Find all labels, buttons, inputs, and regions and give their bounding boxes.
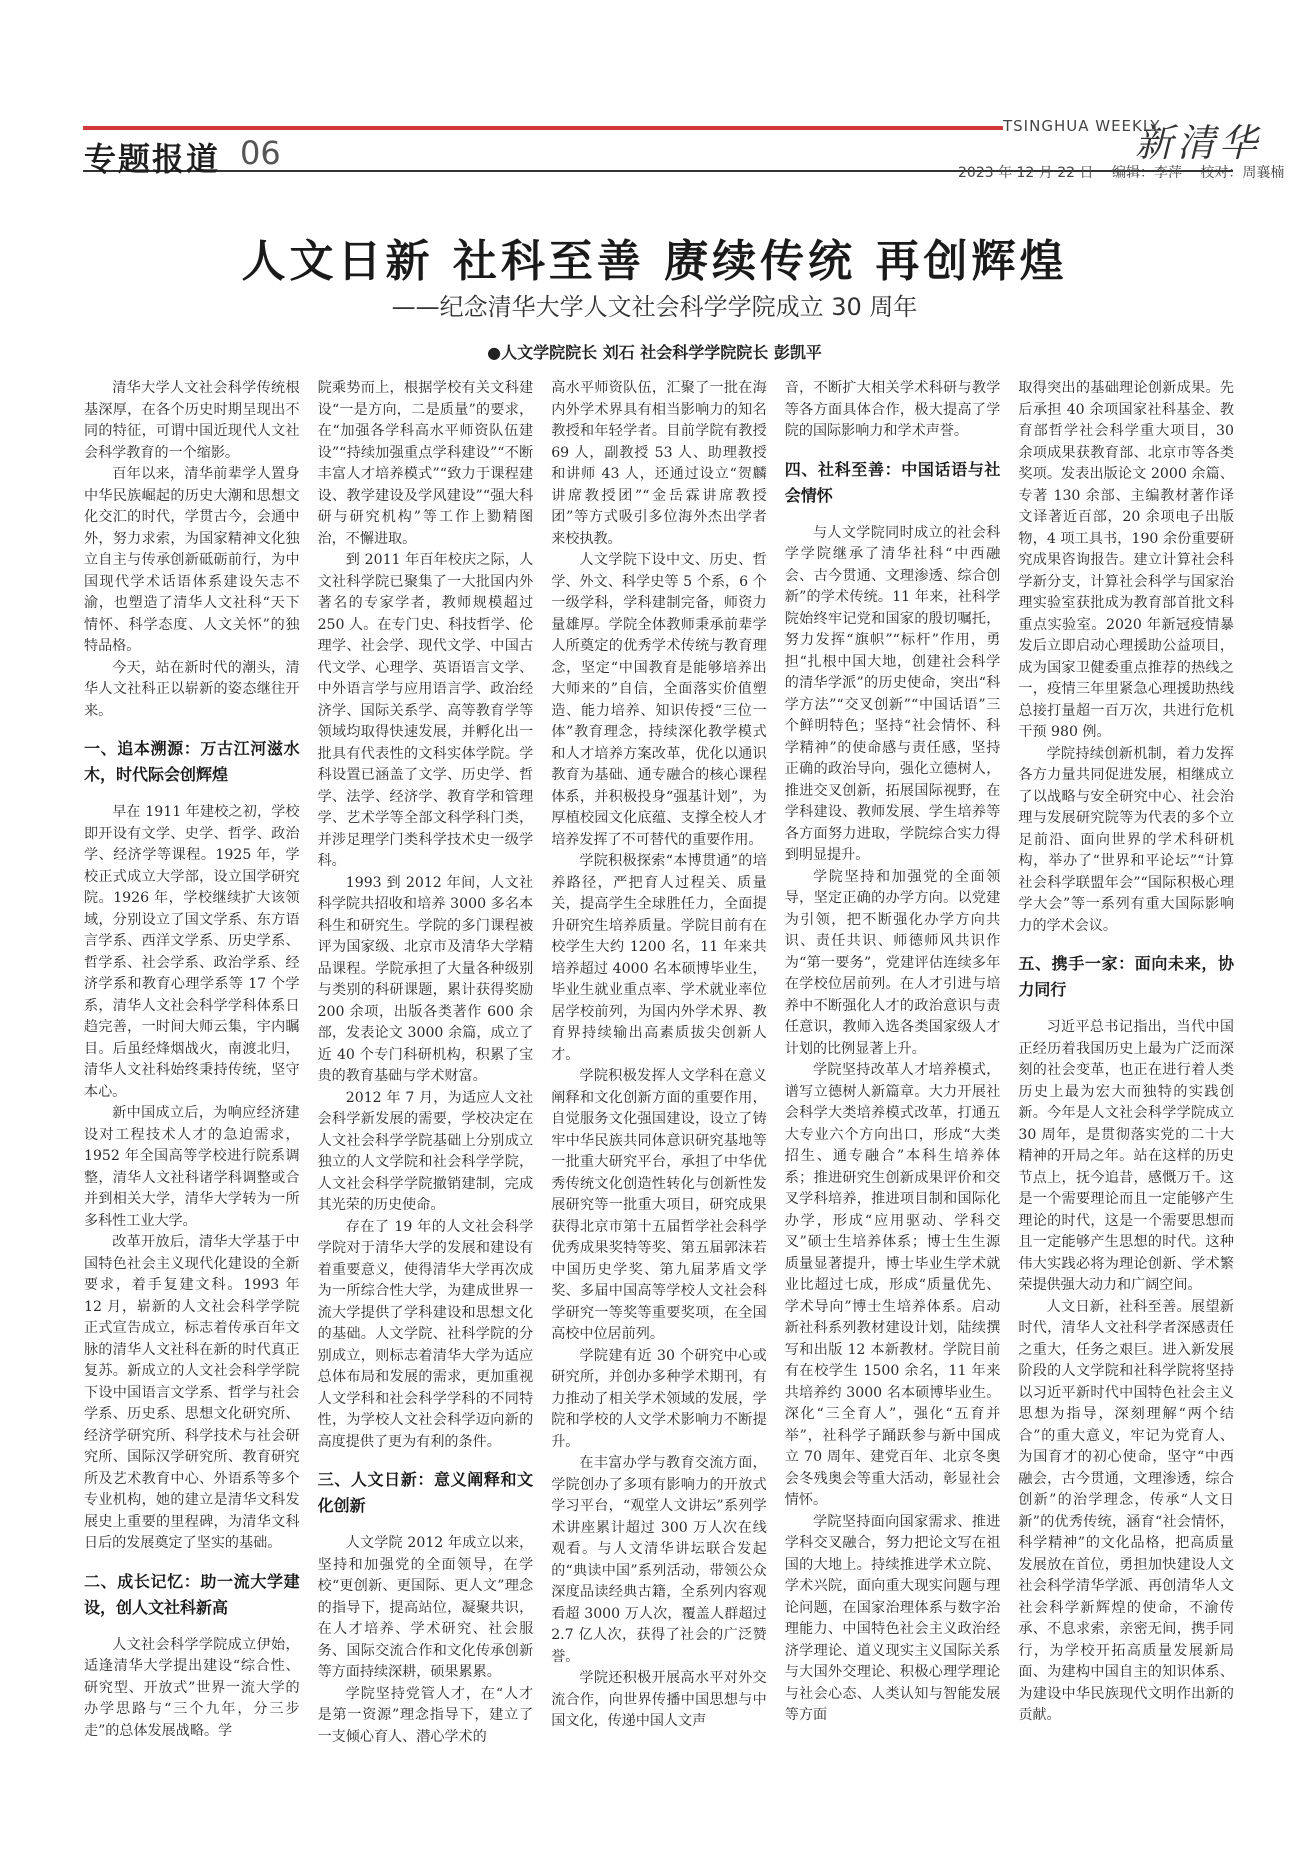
column-4	[785, 378, 1001, 1838]
issue-date: 2023 年 12 月 22 日	[958, 165, 1094, 181]
paragraph: 今天，站在新时代的潮头，清华人文社科正以崭新的姿态继往开来。	[84, 659, 300, 719]
paragraph: 学院还积极开展高水平对外交流合作，向世界传播中国思想与中国文化，传递中国人文声	[551, 1670, 767, 1729]
paragraph: 学院持续创新机制，着力发挥各方力量共同促进发展，相继成立了以战略与安全研究中心、社会治理与发展研究院等为代表的多个立足前沿、面向世界的学术科研机构，举办了“世界和平论坛”“计算社会科学联盟年会”“国际积极心理学大会”等一系列有重大国际影响力的学术会议。	[1018, 745, 1234, 934]
paragraph: 人文学院下设中文、历史、哲学、外文、科学史等 5 个系，6 个一级学科，学科建制完备，师资力量雄厚。学院全体教师秉承前辈学人所奠定的优秀学术传统与教育理念，坚定“中国教育是能够培养出大师来的”自信，全面落实价值塑造、能力培养、知识传授“三位一体”教育理念，持续深化教学模式和人才培养方案改革，优化以通识教育为基础、通专融合的核心课程体系，并积极投身“强基计划”，为厚植校园文化底蕴、支撑全校人才培养发挥了不可替代的重要作用。	[551, 552, 767, 848]
section-heading: 二、成长记忆：助一流大学建设，创人文社科新高	[84, 1571, 300, 1617]
article-title: 人文日新 社科至善 赓续传统 再创辉煌	[241, 236, 1068, 287]
column-3	[551, 378, 767, 1838]
paragraph: 在丰富办学与教育交流方面，学院创办了多项有影响力的开放式学习平台，“观堂人文讲坛”系列学术讲座累计超过 300 万人次在线观看。与人文清华讲坛联合发起的“典读中国”系列活动，带领公众深度品读经典古籍，全系列内容观看超 3000 万人次，覆盖人群超过 2.7 亿人次，获得了社会的广泛赞誉。	[551, 1455, 767, 1665]
paragraph: 学院坚持和加强党的全面领导，坚定正确的办学方向。以党建为引领，把不断强化办学方向共识、责任共识、师德师风共识作为“第一要务”，党建评估连续多年在学校位居前列。在人才引进与培养中不断强化人才的政治意识与责任意识，教师入选各类国家级人才计划的比例显著上升。	[784, 868, 1001, 1057]
paragraph: 高水平师资队伍，汇聚了一批在海内外学术界具有相当影响力的知名教授和年轻学者。目前学院有教授 69 人，副教授 53 人、助理教授和讲师 43 人，还通过设立“贺麟讲席教授团”“金岳霖讲席教授团”等方式吸引多位海外杰出学者来校执教。	[551, 380, 767, 547]
column-5	[1018, 378, 1234, 1838]
section-heading: 三、人文日新：意义阐释和文化创新	[317, 1470, 534, 1515]
paragraph: 学院积极探索“本博贯通”的培养路径，严把育人过程关、质量关，提高学生全球胜任力，全面提升研究生培养质量。学院目前有在校学生大约 1200 名，11 年来共培养超过 4000 名本硕博毕业生，毕业生就业重点率、学术就业率位居学校前列，为国内外学术界、教育界持续输出高素质拔尖创新人才。	[551, 853, 767, 1063]
paragraph: 学院坚持党管人才，在“人才是第一资源”理念指导下，建立了一支倾心育人、潜心学术的	[317, 1685, 534, 1745]
editor: 编辑：李萍	[1111, 165, 1182, 181]
article-byline: ●人文学院院长 刘石 社会科学学院院长 彭凯平	[487, 343, 822, 362]
paragraph: 新中国成立后，为响应经济建设对工程技术人才的急迫需求，1952 年全国高等学校进行院系调整，清华人文社科诸学科调整或合并到相关大学，清华大学转为一所多科性工业大学。	[84, 1105, 300, 1229]
paragraph: 取得突出的基础理论创新成果。先后承担 40 余项国家社科基金、教育部哲学社会科学重大项目，30 余项成果获教育部、北京市等各类奖项。发表出版论文 2000 余篇、专著 130 余部、主编教材著作译文译著近百部，20 余项电子出版物，4 项工具书，190 余份重要研究成果咨询报告。建立计算社会科学新分支，计算社会科学与国家治理实验室获批成为教育部首批文科重点实验室。2020 年新冠疫情暴发后立即启动心理援助公益项目，成为国家卫健委重点推荐的热线之一，疫情三年里紧急心理援助热线总接打量超一百万次，共进行危机干预 980 例。	[1018, 380, 1234, 740]
paragraph: 音，不断扩大相关学术科研与教学等各方面具体合作，极大提高了学院的国际影响力和学术声誉。	[784, 380, 1001, 439]
column-2	[318, 378, 534, 1838]
paragraph: 存在了 19 年的人文社会科学学院对于清华大学的发展和建设有着重要意义，使得清华大学再次成为一所综合性大学，为建成世界一流大学提供了学科建设和思想文化的基础。人文学院、社科学院的分别成立，则标志着清华大学为适应总体布局和发展的需求，更加重视人文学科和社会科学学科的不同特性，为学校人文社会科学迈向新的高度提供了更为有利的条件。	[317, 1218, 534, 1450]
paragraph: 学院坚持改革人才培养模式，谱写立德树人新篇章。大力开展社会科学大类培养模式改革，打通五大专业六个方向出口，形成“大类招生、通专融合”本科生培养体系；推进研究生创新成果评价和交叉学科培养，推进项目制和国际化办学，形成“应用驱动、学科交叉”硕士生培养体系；博士生生源质量显著提升，博士毕业生学术就业比超过七成，形成“质量优先、学术导向”博士生培养体系。启动新社科系列教材建设计划，陆续撰写和出版 12 本新教材。学院目前有在校学生 1500 余名，11 年来共培养约 3000 名本硕博毕业生。深化“三全育人”，强化“五育并举”，社科学子踊跃参与新中国成立 70 周年、建党百年、北京冬奥会冬残奥会等重大活动，彰显社会情怀。	[784, 1062, 1001, 1508]
proofreader: 校对：周襄楠	[1200, 165, 1285, 181]
paragraph: 百年以来，清华前辈学人置身中华民族崛起的历史大潮和思想文化交汇的时代，学贯古今，会通中外，努力求索，为国家精神文化独立自主与传承创新砥砺前行，为中国现代学术话语体系建设矢志不渝，也塑造了清华人文社科“天下情怀、科学态度、人文关怀”的独特品格。	[84, 466, 300, 654]
paragraph: 人文日新，社科至善。展望新时代，清华人文社科学者深感责任之重大，任务之艰巨。进入新发展阶段的人文学院和社科学院将坚持以习近平新时代中国特色社会主义思想为指导，深刻理解“两个结合”的重大意义，牢记为党育人、为国育才的初心使命，坚守“中西融会，古今贯通，文理渗透，综合创新”的治学理念，传承“人文日新”的优秀传统，涵育“社会情怀，科学精神”的文化品格，把高质量发展放在首位，勇担加快建设人文社会科学清华学派、再创清华人文社会科学新辉煌的使命，不渝传承、不息求索，亲密无间，携手同行，为学校开拓高质量发展新局面、为建构中国自主的知识体系、为建设中华民族现代文明作出新的贡献。	[1018, 1298, 1234, 1723]
weekly-name: TSINGHUA WEEKLY	[1003, 117, 1161, 135]
column-1	[84, 378, 300, 1838]
section-heading: 一、追本溯源：万古江河滋水木，时代际会创辉煌	[84, 739, 300, 784]
section-heading: 五、携手一家：面向未来，协力同行	[1018, 954, 1234, 999]
paragraph: 学院坚持面向国家需求、推进学科交叉融合，努力把论文写在祖国的大地上。持续推进学术立院、学术兴院，面向重大现实问题与理论问题，在国家治理体系与数字治理能力、中国特色社会主义政治经济学理论、道义现实主义国际关系与大国外交理论、积极心理学理论与社会心态、人类认知与智能发展等方面	[784, 1513, 1001, 1723]
section-heading: 四、社科至善：中国话语与社会情怀	[784, 459, 1001, 505]
dateline	[958, 162, 1298, 182]
paragraph: 人文社会科学学院成立伊始，适逢清华大学提出建设“综合性、研究型、开放式”世界一流大学的办学思路与“三个九年，分三步走”的总体发展战略。学	[84, 1636, 300, 1739]
article-subtitle: ——纪念清华大学人文社会科学学院成立 30 周年	[391, 293, 918, 321]
paragraph: 到 2011 年百年校庆之际，人文社科学院已聚集了一大批国内外著名的专家学者，教师规模超过 250 人。在专门史、科技哲学、伦理学、社会学、现代文学、中国古代文学、心理学、英语语言文学、中外语言学与应用语言学、政治经济学、国际关系学、高等教育学等领域均取得快速发展，并孵化出一批具有代表性的文科实体学院。学科设置已涵盖了文学、历史学、哲学、法学、经济学、教育学和管理学、艺术学等全部文科学科门类，并涉足理学门类科学技术史一级学科。	[317, 552, 534, 869]
paragraph: 与人文学院同时成立的社会科学学院继承了清华社科“中西融会、古今贯通、文理渗透、综合创新”的学术传统。11 年来，社科学院始终牢记党和国家的殷切嘱托，努力发挥“旗帜”“标杆”作用，勇担“扎根中国大地，创建社会科学的清华学派”的历史使命，突出“科学方法”“交叉创新”“中国话语”三个鲜明特色；坚持“社会情怀、科学精神”的使命感与责任感，坚持正确的政治导向，强化立德树人，推进交叉创新，拓展国际视野，在学科建设、教师发展、学生培养等各方面努力进取，学院综合实力得到明显提升。	[784, 524, 1001, 863]
paragraph: 院乘势而上，根据学校有关文科建设“一是方向，二是质量”的要求，在“加强各学科高水平师资队伍建设”“持续加强重点学科建设”“不断丰富人才培养模式”“致力于课程建设、教学建设及学风建设”“强大科研与研究机构”等工作上勠精图治，不懈进取。	[317, 380, 534, 547]
paragraph: 人文学院 2012 年成立以来，坚持和加强党的全面领导，在学校“更创新、更国际、更人文”理念的指导下，提高站位，凝聚共识，在人才培养、学术研究、社会服务、国际交流合作和文化传承创新等方面持续深耕，硕果累累。	[317, 1535, 534, 1680]
paragraph: 改革开放后，清华大学基于中国特色社会主义现代化建设的全新要求，着手复建文科。1993 年 12 月，崭新的人文社会科学学院正式宣告成立，标志着传承百年文脉的清华人文社科在新的时代真正复苏。新成立的人文社会科学学院下设中国语言文学系、哲学与社会学系、历史系、思想文化研究所、经济学研究所、科学技术与社会研究所、国际汉学研究所、教育研究所及艺术教育中心、外语系等多个专业机构，她的建立是清华文科发展史上重要的里程碑，为清华文科日后的发展奠定了坚实的基础。	[84, 1234, 300, 1551]
paragraph: 早在 1911 年建校之初，学校即开设有文学、史学、哲学、政治学、经济学等课程。1925 年，学校正式成立大学部，设立国学研究院。1926 年，学校继续扩大该领域，分别设立了国文学系、东方语言学系、西洋文学系、历史学系、哲学系、社会学系、政治学系、经济学系和教育心理学系等 17 个学系，清华人文社会科学学科体系日趋完善，一时间大师云集，宇内瞩目。后虽经烽烟战火，南渡北归，清华人文社科始终秉持传统，坚守本心。	[84, 804, 300, 1100]
paragraph: 2012 年 7 月，为适应人文社会科学新发展的需要，学校决定在人文社会科学学院基础上分别成立独立的人文学院和社会科学学院，人文社会科学学院撤销建制，完成其光荣的历史使命。	[317, 1089, 534, 1213]
article-body	[84, 378, 1234, 1838]
paragraph: 清华大学人文社会科学传统根基深厚，在各个历史时期呈现出不同的特征，可谓中国近现代人文社会科学教育的一个缩影。	[84, 380, 300, 461]
paragraph: 学院建有近 30 个研究中心或研究所，并创办多种学术期刊，有力推动了相关学术领域的发展，学院和学校的人文学术影响力不断提升。	[551, 1347, 767, 1450]
header-red-rule	[83, 126, 1003, 130]
paragraph: 习近平总书记指出，当代中国正经历着我国历史上最为广泛而深刻的社会变革，也正在进行着人类历史上最为宏大而独特的实践创新。今年是人文社会科学学院成立 30 周年，是贯彻落实党的二十大精神的开局之年。站在这样的历史节点上，抚今追昔，感慨万千。这是一个需要理论而且一定能够产生理论的时代，这是一个需要思想而且一定能够产生思想的时代。这种伟大实践必将为理论创新、学术繁荣提供强大动力和广阔空间。	[1018, 1019, 1234, 1293]
section-title: 专题报道	[84, 140, 221, 178]
paragraph: 1993 到 2012 年间，人文社科学院共招收和培养 3000 多名本科生和研究生。学院的多门课程被评为国家级、北京市及清华大学精品课程。学院承担了大量各种级别与类别的科研课题，累计获得奖励 200 余项，出版各类著作 600 余部，发表论文 3000 余篇，成立了近 40 个专门科研机构，积累了宝贵的教育基础与学术财富。	[317, 874, 534, 1084]
page-number: 06	[240, 134, 281, 172]
paragraph: 学院积极发挥人文学科在意义阐释和文化创新方面的重要作用，自觉服务文化强国建设，设立了铸牢中华民族共同体意识研究基地等一批重大研究平台，承担了中华优秀传统文化创造性转化与创新性发展研究等一批重大项目，研究成果获得北京市第十五届哲学社会科学优秀成果奖特等奖、第五届郭沫若中国历史学奖、第九届茅盾文学奖、多届中国高等学校人文社会科学研究一等奖等重要奖项，在全国高校中位居前列。	[551, 1068, 767, 1342]
newspaper-logo: 新清华	[1135, 121, 1262, 165]
